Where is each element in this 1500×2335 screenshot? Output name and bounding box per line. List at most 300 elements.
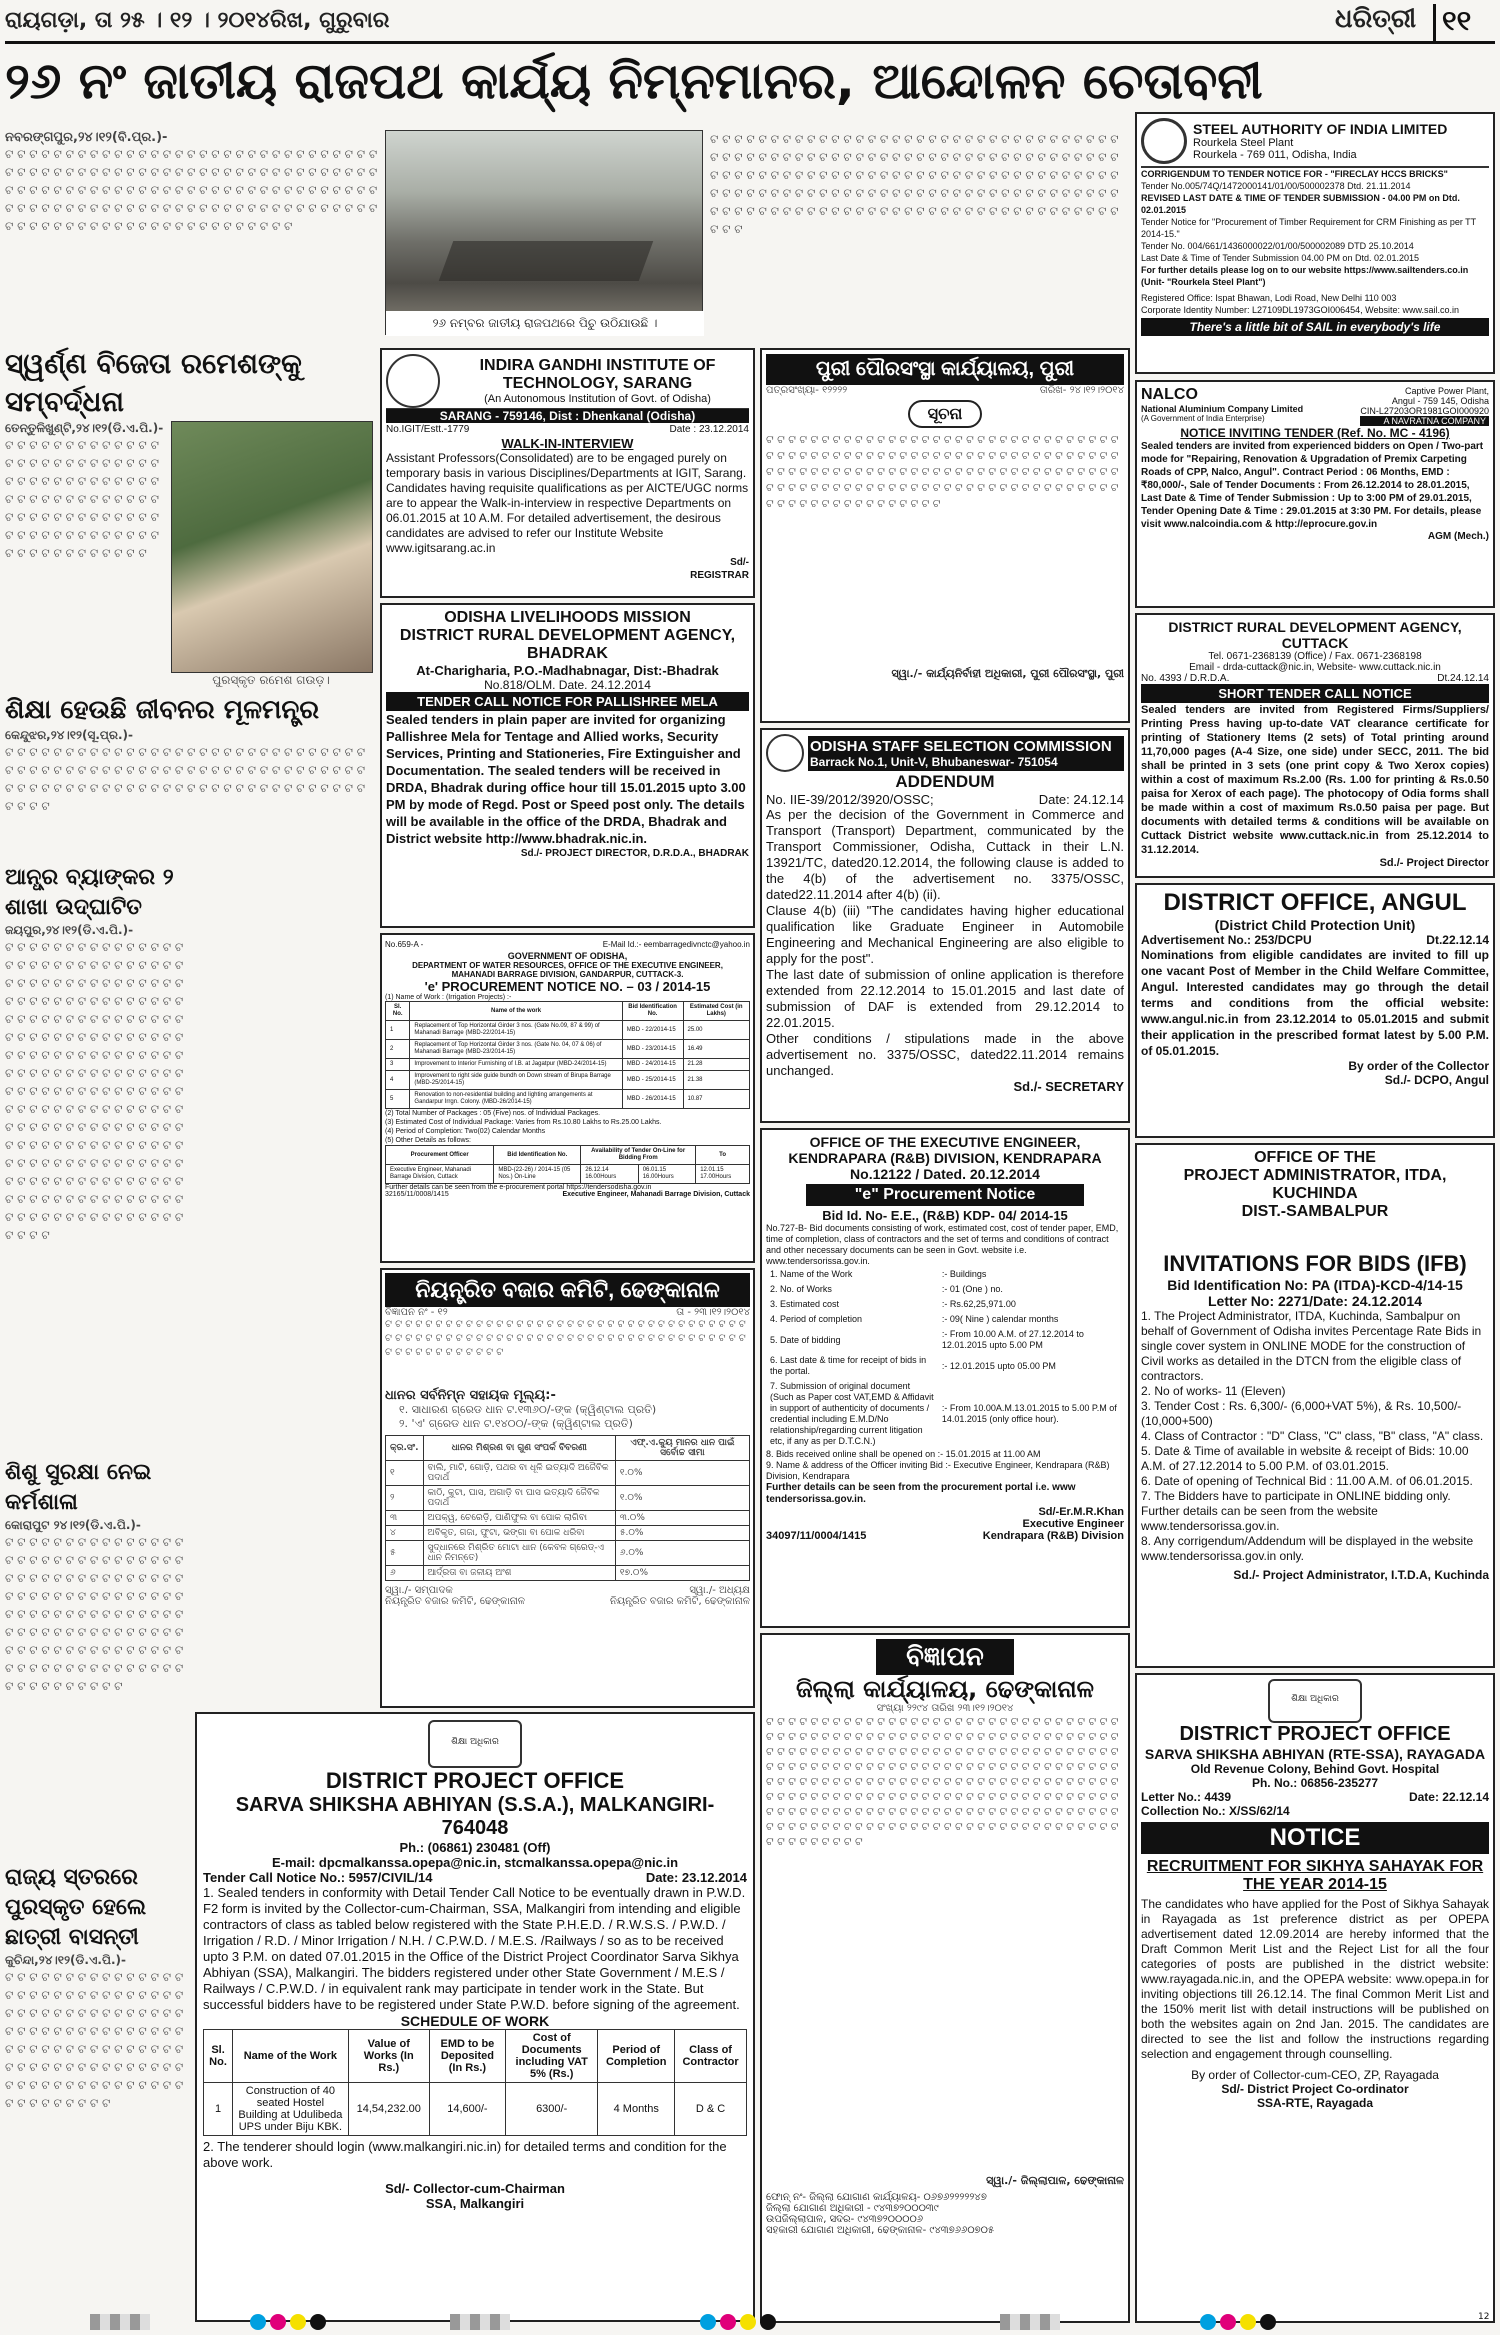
reg: Registered Office: Ispat Bhawan, Lodi Road, New Delhi 110 003 <box>1141 293 1397 303</box>
org-addr: Barrack No.1, Unit-V, Bhubaneswar- 751054 <box>810 754 1058 769</box>
ref-no: ବିଜ୍ଞାପନ ନଂ - ୧୨ <box>385 1307 448 1318</box>
cell: D & C <box>675 2083 747 2136</box>
nalco-ad <box>1135 380 1495 608</box>
further: Further details can be seen from the e-procurement portal https://tendersodisha.gov.in <box>385 1184 652 1191</box>
rayagada-ad <box>1135 1673 1495 2323</box>
code: 34097/11/0004/1415 <box>766 1530 867 1542</box>
cell: ସୁଦ୍ଧାନରେ ମିଶ୍ରିତ ମୋଟା ଧାନ (କେବଳ ଗ୍ରେଡ୍-ଏ ଧାନ ନିମନ୍ତେ) <box>423 1541 615 1566</box>
bigyapan-ad: ବିଜ୍ଞାପନ ଜିଲ୍ଲା କାର୍ଯ୍ୟାଳୟ, ଢେଙ୍କାନାଳ ସଂଖ୍ୟା ୨୨୯୪ ତାରିଖ ୨୩।୧୨।୨୦୧୪ ଟ ଟ ଟ ଟ ଟ ଟ ଟ ଟ ଟ ଟ ଟ ଟ ଟ ଟ ଟ ଟ ଟ ଟ ଟ ଟ ଟ ଟ ଟ ଟ ଟ ଟ ଟ ଟ ଟ ଟ ଟ ଟ ଟ ଟ ଟ ଟ ଟ ଟ ଟ ଟ ଟ ଟ ଟ ଟ ଟ ଟ ଟ ଟ ଟ ଟ ଟ ଟ ଟ ଟ ଟ ଟ ଟ ଟ ଟ ଟ ଟ ଟ ଟ ଟ ଟ ଟ ଟ ଟ ଟ ଟ ଟ ଟ ଟ ଟ ଟ ଟ ଟ ଟ ଟ ଟ ଟ ଟ ଟ ଟ ଟ ଟ ଟ ଟ ଟ ଟ ଟ ଟ ଟ ଟ ଟ ଟ ଟ ଟ ଟ ଟ ଟ ଟ ଟ ଟ ଟ ଟ ଟ ଟ ଟ ଟ ଟ ଟ ଟ ଟ ଟ ଟ ଟ ଟ ଟ ଟ ଟ ଟ ଟ ଟ ଟ ଟ ଟ ଟ ଟ ଟ ଟ ଟ ଟ ଟ ଟ ଟ ଟ ଟ ଟ ଟ ଟ ଟ ଟ ଟ ଟ ଟ ଟ ଟ ଟ ଟ ଟ ଟ ଟ ଟ ଟ ଟ ଟ ଟ ଟ ଟ ଟ ଟ ଟ ଟ ଟ ଟ ଟ ଟ ଟ ଟ ଟ ଟ ଟ ଟ ଟ ଟ ଟ ଟ ଟ ଟ ଟ ଟ ଟ ଟ ଟ ଟ ଟ ଟ ଟ ଟ ଟ ଟ ଟ ଟ ଟ ଟ ଟ ଟ ଟ ଟ ଟ ଟ ଟ ଟ ଟ ଟ ଟ ଟ ଟ ଟ ଟ ଟ ଟ ଟ ଟ ଟ ଟ ଟ ଟ ଟ ଟ ଟ ଟ ଟ ଟ ଟ ଟ ଟ ଟ ଟ ଟ ଟ ଟ ଟ ଟ ଟ ଟ ଟ ଟ ଟ ଟ ଟ ଟ ଟ ଟ ଟ ଟ ଟ ଟ ଟ ଟ ଟ ଟ ଟ ଟ ଟ ଟ ଟ ଟ ଟ ଟ ଟ ଟ ଟ ଟ ସ୍ୱା./- ଜିଲ୍ଲାପାଳ, ଢେଙ୍କାନାଳ ଫୋନ୍ ନଂ- ଜିଲ୍ଲା ଯୋଗାଣ କାର୍ଯ୍ୟାଳୟ- ୦୬୭୬୨୨୨୨୨୪୭ ଜିଲ୍ଲା ଯୋଗାଣ ଅଧିକାରୀ - ୯୪୩୭୨୦୦୦୩୯ ଉପଜିଲ୍ଲାପାଳ, ସଦର- ୯୪୩୭୨୦୦୦୦୬ ସହକାରୀ ଯୋଗାଣ ଅଧିକାରୀ, ଢେଙ୍କାନାଳ- ୯୪୩୭୬୬୦୭୦୫ <box>760 1633 1130 2323</box>
detail-row <box>766 1353 1124 1379</box>
ad-body: Assistant Professors(Consolidated) are to be engaged purely on temporary basis in various Disciplines/Departments at IGIT, Sarang. Candidates having requisite qualifications as per AICTE/UGC norms are to appear the Walk-in-interview in respective Departments on 06.01.2015 at 10 A.M. For detailed advertisement, the desirous candidates are advised to refer our Institute Website www.igitsarang.ac.in <box>386 451 749 555</box>
ref-no: No.727-B- <box>766 1223 808 1233</box>
ad-title: ADDENDUM <box>895 772 995 791</box>
ad-title: "e" Procurement Notice <box>806 1184 1084 1206</box>
main-story-col3: ଟ ଟ ଟ ଟ ଟ ଟ ଟ ଟ ଟ ଟ ଟ ଟ ଟ ଟ ଟ ଟ ଟ ଟ ଟ ଟ ଟ ଟ ଟ ଟ ଟ ଟ ଟ ଟ ଟ ଟ ଟ ଟ ଟ ଟ ଟ ଟ ଟ ଟ ଟ ଟ ଟ ଟ ଟ ଟ ଟ ଟ ଟ ଟ ଟ ଟ ଟ ଟ ଟ ଟ ଟ ଟ ଟ ଟ ଟ ଟ ଟ ଟ ଟ ଟ ଟ ଟ ଟ ଟ ଟ ଟ ଟ ଟ ଟ ଟ ଟ ଟ ଟ ଟ ଟ ଟ ଟ ଟ ଟ ଟ ଟ ଟ ଟ ଟ ଟ ଟ ଟ ଟ ଟ ଟ ଟ ଟ ଟ ଟ ଟ ଟ ଟ ଟ ଟ ଟ ଟ ଟ ଟ ଟ ଟ ଟ ଟ ଟ ଟ ଟ ଟ ଟ ଟ ଟ ଟ ଟ ଟ ଟ ଟ ଟ ଟ ଟ ଟ ଟ ଟ ଟ ଟ ଟ ଟ ଟ ଟ ଟ ଟ ଟ ଟ ଟ ଟ ଟ ଟ ଟ ଟ ଟ ଟ ଟ ଟ ଟ ଟ ଟ ଟ ଟ ଟ ଟ ଟ ଟ ଟ ଟ ଟ ଟ ଟ ଟ ଟ ଟ ଟ ଟ ଟ ଟ ଟ ଟ ଟ <box>710 132 1119 236</box>
code: 32165/11/0008/1415 <box>385 1191 449 1198</box>
sub: (1) Name of Work : (Irrigation Projects) :- <box>385 994 512 1001</box>
signatory: AGM (Mech.) <box>1427 531 1489 542</box>
ad-title: RECRUITMENT FOR SIKHYA SAHAYAK FOR THE YEAR 2014-15 <box>1146 1858 1484 1893</box>
col-h: EMD to be Deposited (In Rs.) <box>429 2030 505 2083</box>
rate-item: ୨. 'ଏ' ଗ୍ରେଡ ଧାନ ଟ.୧୪୦୦/-ଙ୍କ (କ୍ୱିଣ୍ଟାଲ ପ୍ରତି) <box>399 1417 633 1430</box>
rate-title: ଧାନର ସର୍ବନିମ୍ନ ସହାୟକ ମୂଲ୍ୟ:- <box>385 1388 556 1403</box>
line: Tender Notice for "Procurement of Timber Requirement for CRM Finishing as per TT 2014-15." <box>1141 217 1476 239</box>
signatory: Sd/- Collector-cum-Chairman <box>385 2181 565 2196</box>
org-addr: SARANG - 759146, Dist : Dhenkanal (Odisha) <box>386 409 749 423</box>
list-item: 8. Any corrigendum/Addendum will be displayed in the website www.tendersorissa.gov.in only. <box>1141 1534 1474 1563</box>
schedule-title: SCHEDULE OF WORK <box>400 2013 550 2029</box>
cell: ବାଲି, ମାଟି, ଗୋଡ଼ି, ପଥର ବା ଧୂଳି ଇତ୍ୟାଦି ଅଜୈବିକ ପଦାର୍ଥ <box>423 1461 615 1486</box>
puri-ad: ପୁରୀ ପୌରସଂସ୍ଥା କାର୍ଯ୍ୟାଳୟ, ପୁରୀ ପତ୍ରସଂଖ୍ୟା- ୧୨୨୨୨ ତାରିଖ- ୨୪।୧୨।୨୦୧୪ ସୂଚନା ଟ ଟ ଟ ଟ ଟ ଟ ଟ ଟ ଟ ଟ ଟ ଟ ଟ ଟ ଟ ଟ ଟ ଟ ଟ ଟ ଟ ଟ ଟ ଟ ଟ ଟ ଟ ଟ ଟ ଟ ଟ ଟ ଟ ଟ ଟ ଟ ଟ ଟ ଟ ଟ ଟ ଟ ଟ ଟ ଟ ଟ ଟ ଟ ଟ ଟ ଟ ଟ ଟ ଟ ଟ ଟ ଟ ଟ ଟ ଟ ଟ ଟ ଟ ଟ ଟ ଟ ଟ ଟ ଟ ଟ ଟ ଟ ଟ ଟ ଟ ଟ ଟ ଟ ଟ ଟ ଟ ଟ ଟ ଟ ଟ ଟ ଟ ଟ ଟ ଟ ଟ ଟ ଟ ଟ ଟ ଟ ଟ ଟ ଟ ଟ ଟ ଟ ଟ ଟ ଟ ଟ ଟ ଟ ଟ ଟ ଟ ଟ ଟ ଟ ଟ ଟ ଟ ଟ ଟ ଟ ଟ ଟ ଟ ଟ ଟ ଟ ଟ ଟ ଟ ଟ ଟ ଟ ଟ ଟ ଟ ଟ ଟ ଟ ଟ ଟ ଟ ଟ ଟ ଟ ସ୍ୱା./- କାର୍ଯ୍ୟନିର୍ବାହୀ ଅଧିକାରୀ, ପୁରୀ ପୌରସଂସ୍ଥା, ପୁରୀ <box>760 348 1130 723</box>
cell: ଅବିକୃତ, ଗଜା, ଫୁଟା, ଭଙ୍ଗା ବା ପୋକ ଧରିବା <box>423 1526 615 1541</box>
label: 2. No. of Works <box>770 1284 832 1294</box>
table-row <box>386 1071 750 1090</box>
col-h: Sl. No. <box>386 1002 410 1021</box>
detail-row <box>766 1379 1124 1449</box>
ad-title: 'e' PROCUREMENT NOTICE NO. – 03 / 2014-15 <box>424 979 711 994</box>
org-name: DISTRICT OFFICE, ANGUL <box>1163 889 1467 916</box>
list-item: 4. Class of Contractor : "D" Class, "C" class, "B" class, "A" class. <box>1141 1429 1484 1443</box>
signatory: Sd./- PROJECT DIRECTOR, D.R.D.A., BHADRAK <box>520 848 749 859</box>
cell: ୫ <box>386 1541 424 1566</box>
col-h: To <box>696 1146 750 1165</box>
table-row <box>204 2083 747 2136</box>
col-h: କ୍ର.ସଂ. <box>386 1436 424 1461</box>
table-row <box>386 1021 750 1040</box>
cell: 14,54,232.00 <box>348 2083 429 2136</box>
h2: PROJECT ADMINISTRATOR, ITDA, KUCHINDA <box>1183 1167 1447 1202</box>
ssa-logo: ଶିକ୍ଷା ଅଧିକାର <box>428 1720 522 1768</box>
h2: KENDRAPARA (R&B) DIVISION, KENDRAPARA <box>788 1150 1102 1166</box>
sd: Sd/-Er.M.R.Khan <box>1038 1506 1124 1518</box>
kendrapara-ad <box>760 1128 1130 1628</box>
signatory: ସ୍ୱା./- ଜିଲ୍ଲାପାଳ, ଢେଙ୍କାନାଳ <box>986 2174 1124 2187</box>
ssa-logo: ଶିକ୍ଷା ଅଧିକାର <box>1268 1679 1362 1723</box>
col-h: Cost of Documents including VAT 5% (Rs.) <box>506 2030 598 2083</box>
page-number: ୧୧ <box>1433 4 1493 42</box>
col-h: Availability of Tender On-Line for Bidding From <box>581 1146 696 1165</box>
ref-date: Dt.22.12.14 <box>1426 933 1489 947</box>
cell: ୪ <box>386 1526 424 1541</box>
value: :- From 10.00 A.M. of 27.12.2014 to 12.01.2015 upto 5.00 PM <box>941 1329 1084 1350</box>
bid-id: Bid Id. No- E.E., (R&B) KDP- 04/ 2014-15 <box>822 1208 1068 1223</box>
works-table <box>385 1001 750 1109</box>
table-row <box>386 1090 750 1109</box>
email: E-mail: dpcmalkanssa.opepa@nic.in, stcmalkanssa.opepa@nic.in <box>271 1855 679 1870</box>
story-dateline: ଜୟପୁର,୨୪।୧୨(ଡି.ଏ.ପି.)- <box>5 923 134 937</box>
signatory-2: Kendrapara (R&B) Division <box>982 1530 1124 1542</box>
adv-no: Advertisement No.: 253/DCPU <box>1141 933 1312 947</box>
signatory: Executive Engineer, Mahanadi Barrage Division, Cuttack <box>562 1191 750 1198</box>
sign-org-2: ନିୟନ୍ତ୍ରିତ ବଜାର କମିଟି, ଢେଙ୍କାନାଳ <box>610 1596 750 1607</box>
gray-bar <box>450 2314 510 2330</box>
story-headline: ସ୍ୱର୍ଣ୍ଣ ବିଜେତା ରମେଶଙ୍କୁ ସମ୍ବର୍ଦ୍ଧନା <box>5 347 302 418</box>
main-story-col1: ନବରଙ୍ଗପୁର,୨୪।୧୨(ବି.ପ୍ର.)- ଟ ଟ ଟ ଟ ଟ ଟ ଟ ଟ ଟ ଟ ଟ ଟ ଟ ଟ ଟ ଟ ଟ ଟ ଟ ଟ ଟ ଟ ଟ ଟ ଟ ଟ ଟ ଟ ଟ ଟ ଟ ଟ ଟ ଟ ଟ ଟ ଟ ଟ ଟ ଟ ଟ ଟ ଟ ଟ ଟ ଟ ଟ ଟ ଟ ଟ ଟ ଟ ଟ ଟ ଟ ଟ ଟ ଟ ଟ ଟ ଟ ଟ ଟ ଟ ଟ ଟ ଟ ଟ ଟ ଟ ଟ ଟ ଟ ଟ ଟ ଟ ଟ ଟ ଟ ଟ ଟ ଟ ଟ ଟ ଟ ଟ ଟ ଟ ଟ ଟ ଟ ଟ ଟ ଟ ଟ ଟ ଟ ଟ ଟ ଟ ଟ ଟ ଟ ଟ ଟ ଟ ଟ ଟ ଟ ଟ ଟ ଟ ଟ ଟ ଟ ଟ ଟ ଟ ଟ ଟ ଟ ଟ ଟ ଟ ଟ ଟ ଟ ଟ ଟ ଟ ଟ ଟ ଟ ଟ ଟ ଟ ଟ ଟ ଟ ଟ ଟ ଟ ଟ ଟ ଟ ଟ ଟ ଟ <box>5 130 380 335</box>
cell: Replacement of Top Horizontal Girder 3 nos. (Gate No. 04, 07 & 06) of Mahanadi Barrage (MBD-23/2014-15) <box>410 1040 622 1059</box>
story-dateline: କୁଚିନ୍ଦା,୨୪।୧୨(ଡି.ଏ.ପି.)- <box>5 1953 126 1967</box>
navratna: A NAVRATNA COMPANY <box>1360 416 1489 426</box>
cell: MBD-(22-26) / 2014-15 (05 Nos.) On-Line <box>494 1165 581 1184</box>
office-name: ଜିଲ୍ଲା କାର୍ଯ୍ୟାଳୟ, ଢେଙ୍କାନାଳ <box>796 1675 1094 1703</box>
table-row <box>386 1566 750 1581</box>
print-marks <box>0 2310 1500 2335</box>
story-dateline: ତେନ୍ତୁଳିଖୁଣ୍ଟି,୨୪।୧୨(ଡି.ଏ.ପି.)- <box>5 421 164 435</box>
sail-logo-icon <box>1141 118 1187 164</box>
story-dateline: କେନ୍ଦୁଝର,୨୪।୧୨(ସୂ.ପ୍ର.)- <box>5 728 133 742</box>
igit-ad <box>380 348 755 598</box>
label: 4. Period of completion <box>770 1314 863 1324</box>
value: :- 12.01.2015 upto 05.00 PM <box>941 1360 1056 1371</box>
dateline: ରାୟଗଡ଼ା, ତା ୨୫ । ୧୨ । ୨୦୧୪ରିଖ, ଗୁରୁବାର <box>5 8 390 33</box>
line: REVISED LAST DATE & TIME OF TENDER SUBMISSION - 04.00 PM on Dtd. 02.01.2015 <box>1141 193 1460 215</box>
cin: CIN-L27203OR1981GOI000920 <box>1360 406 1489 416</box>
org-name: INDIRA GANDHI INSTITUTE OF TECHNOLOGY, SARANG <box>479 357 716 392</box>
cell: ୧.୦% <box>615 1461 749 1486</box>
ref-no: No.818/OLM. Date. 24.12.2014 <box>484 678 651 692</box>
org-sub: (An Autonomous Institution of Govt. of Odisha) <box>484 393 711 405</box>
h3: No.12122 / Dated. 20.12.2014 <box>850 1166 1040 1182</box>
further: Further details can be seen from the procurement portal i.e. www tendersorissa.gov.in. <box>766 1482 1076 1505</box>
line: Tender No.005/74Q/1472000141/01/00/500002378 Dtd. 21.11.2014 <box>1141 181 1411 191</box>
label: 6. Last date & time for receipt of bids in the portal. <box>770 1355 927 1376</box>
table-row <box>386 1526 750 1541</box>
ad-body: Sealed tenders are invited from experienced bidders on Open / Two-part mode for "Repairing, Renovation & Upgradation of Premix Carpeting Roads of CPP, Nalco, Angul". Contract Period : 06 Months, EMD : ₹80,000/-, Sale of Tender Documents : From 26.12.2014 to 28.01.2015, Last Date & Time of Tender Submission : Up to 3:00 PM of 29.01.2015, Tender Opening Date & Time : 29.01.2015 at 3:30 PM. For details, please visit www.nalcoindia.com & http://eprocure.gov.in <box>1141 441 1484 530</box>
cell: Replacement of Top Horizontal Girder 3 nos. (Gate No.09, 87 & 99) of Mahanadi Barrage (MBD-22/2014-15) <box>410 1021 622 1040</box>
angul-ad <box>1135 883 1495 1138</box>
para: The last date of submission of online application is therefore extended from 22.12.2014 to 15.01.2015 and last date of submission of DAF is extended from 29.12.2014 to 22.01.2015. <box>766 967 1124 1030</box>
cell: କାଠି, କୁଟା, ଘାସ, ଅଗାଡ଼ି ବା ଘାସ ଇତ୍ୟାଦି ଜୈବିକ ପଦାର୍ଥ <box>423 1486 615 1511</box>
org-name: DISTRICT RURAL DEVELOPMENT AGENCY, CUTTACK <box>1168 619 1462 651</box>
ref-no: ସଂଖ୍ୟା ୨୨୯୪ ତାରିଖ ୨୩।୧୨।୨୦୧୪ <box>876 1703 1014 1714</box>
phone-line: ସହକାରୀ ଯୋଗାଣ ଅଧିକାରୀ, ଢେଙ୍କାନାଳ- ୯୪୩୭୬୬୦୭୦୫ <box>766 2225 995 2236</box>
cell: ୩ <box>386 1511 424 1526</box>
sd: Sd/- <box>730 557 749 568</box>
addr: Old Revenue Colony, Behind Govt. Hospital <box>1190 1762 1440 1776</box>
plant: Captive Power Plant, <box>1404 386 1489 396</box>
label: 3. Estimated cost <box>770 1299 840 1309</box>
col-h: Name of the Work <box>233 2030 349 2083</box>
para: Other conditions / stipulations made in the above advertisement no. 3375/OSSC, dated22.11.2014 remains unchanged. <box>766 1031 1124 1078</box>
list-item: 7. The Bidders have to participate in ONLINE bidding only. Further details can be seen from the website www.tendersorissa.gov.in. <box>1141 1489 1451 1533</box>
addr: Rourkela - 769 011, Odisha, India <box>1193 149 1357 161</box>
rate-item: ୧. ସାଧାରଣ ଗ୍ରେଡ ଧାନ ଟ.୧୩୬୦/-ଙ୍କ (କ୍ୱିଣ୍ଟାଲ ପ୍ରତି) <box>399 1403 657 1416</box>
main-headline: ୨୬ ନଂ ଜାତୀୟ ରାଜପଥ କାର୍ଯ୍ୟ ନିମ୍ନମାନର, ଆନ୍ଦୋଳନ ଚେତାବନୀ <box>5 52 1263 110</box>
details-table <box>766 1267 1124 1449</box>
cell: ୧.୦% <box>615 1486 749 1511</box>
unit: Rourkela Steel Plant <box>1193 137 1294 149</box>
ad-title: ନିୟନ୍ତ୍ରିତ ବଜାର କମିଟି, ଢେଙ୍କାନାଳ <box>385 1273 750 1307</box>
org-sub: (District Child Protection Unit) <box>1214 917 1416 933</box>
cell: MBD - 26/2014-15 <box>622 1090 683 1109</box>
label: 7. Submission of original document (Such as Paper cost VAT,EMD & Affidavit in support of authenticity of documents / credential including E.M.D/No relationship/regarding current litigation etc, if any as per D.T.C.N.) <box>770 1381 934 1446</box>
detail-row <box>766 1312 1124 1327</box>
ad-body: Nominations from eligible candidates are invited to fill up one vacant Post of Member in the Child Welfare Committee, Angul. Interested candidates may go through the detail terms and conditions from the official website: www.angul.nic.in from 23.12.2014 to 05.01.2015 and submit their application in the prescribed format latest by 5.00 P.M. of 05.01.2015. <box>1141 948 1489 1058</box>
org-name-3: BHADRAK <box>527 645 608 662</box>
note: (2) Total Number of Packages : 05 (Five) nos. of Individual Packages. <box>385 1110 601 1117</box>
cin: Corporate Identity Number: L27109DL1973GOI006454, Website: www.sail.co.in <box>1141 305 1460 315</box>
ref-date: ତା - ୨୩।୧୨।୨୦୧୪ <box>676 1307 750 1318</box>
line: For further details please log on to our website https://www.sailtenders.co.in (Unit- "Rourkela Steel Plant") <box>1141 265 1469 287</box>
para: As per the decision of the Government in Commerce and Transport (Transport) Department, communicated by the Transport Commissioner, Odisha, Cuttack in their L.N. 13921/TC, dated20.12.2014, the following clause is added to the 4(b) of the advertisement no. 3375/OSSC, dated22.11.2014 after 4(b) (ii). <box>766 807 1124 902</box>
road-photo <box>385 130 703 335</box>
item-9: 9. Name & address of the Officer inviting Bid :- Executive Engineer, Kendrapara (R&B) Division, Kendrapara <box>766 1460 1110 1481</box>
list-item: 2. No of works- 11 (Eleven) <box>1141 1384 1286 1398</box>
notice-band: NOTICE <box>1141 1822 1489 1854</box>
itda-ad <box>1135 1143 1495 1668</box>
ref-date: Date: 23.12.2014 <box>645 1870 747 1885</box>
line: CORRIGENDUM TO TENDER NOTICE FOR - "FIRECLAY HCCS BRICKS" <box>1141 169 1448 179</box>
phone: Ph.: (06861) 230481 (Off) <box>399 1840 551 1855</box>
para: Clause 4(b) (iii) "The candidates having higher educational qualification like Graduate Engineer in Automobile Engineering and Mechanical Engineering are also eligible to apply for the post". <box>766 903 1124 966</box>
cmyk-dots <box>700 2314 780 2334</box>
table-row <box>386 1511 750 1526</box>
org-name: STEEL AUTHORITY OF INDIA LIMITED <box>1193 121 1448 137</box>
cell: ୨ <box>386 1486 424 1511</box>
schedule-table <box>203 2029 747 2136</box>
cell: ୬.୦% <box>615 1541 749 1566</box>
cell: 26.12.14 16.00Hours <box>581 1165 639 1184</box>
cell: MBD - 25/2014-15 <box>622 1071 683 1090</box>
org-sub: SARVA SHIKSHA ABHIYAN (RTE-SSA), RAYAGADA <box>1144 1746 1486 1762</box>
phone-line: ଜିଲ୍ଲା ଯୋଗାଣ ଅଧିକାରୀ - ୯୪୩୭୨୦୦୦୩୯ <box>766 2203 939 2214</box>
ad-title: SHORT TENDER CALL NOTICE <box>1141 684 1489 703</box>
ref-no: No. IIE-39/2012/3920/OSSC; <box>766 792 934 807</box>
org-name-2: DISTRICT RURAL DEVELOPMENT AGENCY, <box>399 627 736 644</box>
table-row <box>386 1059 750 1071</box>
cell: 4 Months <box>598 2083 675 2136</box>
addr: Angul - 759 145, Odisha <box>1391 396 1489 406</box>
cell: ଅପକ୍ୱ, ଚେରେଡ଼ି, ପାଣିଫୁଲ ବା ପୋକ ଲାଗିବା <box>423 1511 615 1526</box>
order: By order of the Collector <box>1348 1059 1489 1073</box>
col-h: Estimated Cost (in Lakhs) <box>683 1002 750 1021</box>
col-h: Sl. No. <box>204 2030 233 2083</box>
list-item: 5. Date & Time of available in website & receipt of Bids: 10.00 A.M. of 27.12.2014 to 5.00 P.M. of 03.01.2015. <box>1141 1444 1469 1473</box>
ref-no: ପତ୍ରସଂଖ୍ୟା- ୧୨୨୨୨ <box>766 385 848 396</box>
footer-page: 12 <box>1478 2312 1490 2322</box>
cmyk-dots <box>250 2314 330 2334</box>
org-sub: SARVA SHIKSHA ABHIYAN (S.S.A.), MALKANGIRI-764048 <box>235 1794 715 1839</box>
notice-pill: ସୂଚନା <box>908 400 983 428</box>
org-name: ODISHA STAFF SELECTION COMMISSION <box>810 737 1112 755</box>
ad-title: TENDER CALL NOTICE FOR PALLISHREE MELA <box>386 692 749 711</box>
col-h: Class of Contractor <box>675 2030 747 2083</box>
cell: 12.01.15 17.00Hours <box>696 1165 750 1184</box>
masthead <box>5 4 1495 44</box>
tel: Tel. 0671-2368139 (Office) / Fax. 0671-2368198 <box>1208 651 1422 662</box>
list-item: 3. Tender Cost : Rs. 6,300/- (6,000+VAT 5%), & Rs. 10,500/- (10,000+500) <box>1141 1399 1462 1428</box>
cmyk-dots <box>1200 2314 1280 2334</box>
intro: Bid documents consisting of work, estimated cost, cost of tender paper, EMD, time of completion, class of contractors and the set of terms and conditions of contract and other necessary documents can be seen in Govt. website i.e. www.tendersorissa.gov.in. <box>766 1223 1119 1266</box>
story-headline: ଶିଶୁ ସୁରକ୍ଷା ନେଇ କର୍ମଶାଳା <box>5 1460 152 1515</box>
ref-date: Dt.24.12.14 <box>1437 673 1489 684</box>
col-h: ଏଫ୍.ଏ.କ୍ୟୁ ମାନର ଧାନ ପାଇଁ ସର୍ବୋଚ୍ଚ ସୀମା <box>615 1436 749 1461</box>
col-h: Bid Identification No. <box>494 1146 581 1165</box>
ref-no: No. 4393 / D.R.D.A. <box>1141 673 1230 684</box>
ref-no: No.659-A - <box>385 940 424 949</box>
table-row <box>386 1461 750 1486</box>
ref-no: No.IGIT/Estt.-1779 <box>386 424 470 435</box>
cell: 1 <box>204 2083 233 2136</box>
sign-secretary: ସ୍ୱା./- ସମ୍ପାଦକ <box>385 1585 453 1596</box>
signatory: Sd./- Project Director <box>1379 857 1489 869</box>
cell: MBD - 22/2014-15 <box>622 1021 683 1040</box>
cell: 4 <box>386 1071 410 1090</box>
cell: 6300/- <box>506 2083 598 2136</box>
drda-cuttack-ad <box>1135 613 1495 878</box>
story-headline: ରାଜ୍ୟ ସ୍ତରରେ ପୁରସ୍କୃତ ହେଲେ ଛାତ୍ରୀ ବାସନ୍ତୀ <box>5 1865 147 1950</box>
cell: 21.28 <box>683 1059 750 1071</box>
ad-body: The candidates who have applied for the Post of Sikhya Sahayak in Rayagada as 1st preference district as per OPEPA advertisement dated 12.09.2014 are hereby informed that the Draft Common Merit List and the Reject List for all the four categories of posts are published in the district website: www.rayagada.nic.in, and the OPEPA website: www.opepa.in for inviting objections till 26.12.14. The final Common Merit List and the 150% merit list with detail instructions will be published on both the websites again on 2nd Jan. 2015. The candidates are directed to see the list and follow the instructions regarding selection and engagement through counselling. <box>1141 1897 1489 2061</box>
ref-date: ତାରିଖ- ୨୪।୧୨।୨୦୧୪ <box>1039 385 1124 396</box>
cell: ଆର୍ଦ୍ରତା ବା ଜଳୀୟ ଅଂଶ <box>423 1566 615 1581</box>
photo-caption: ୨୬ ନମ୍ବର ଜାତୀୟ ରାଜପଥରେ ପିଚୁ ଉଠିଯାଉଛି । <box>386 311 704 336</box>
nalco-logo: NALCO <box>1141 386 1198 403</box>
note: (4) Period of Completion: Two(02) Calendar Months <box>385 1128 546 1135</box>
cell: 14,600/- <box>429 2083 505 2136</box>
detail-row <box>766 1297 1124 1312</box>
gray-bar <box>90 2314 150 2330</box>
igit-logo-icon <box>386 354 440 408</box>
value: :- 09( Nine ) calendar months <box>941 1314 1059 1324</box>
ad-body: 1. Sealed tenders in conformity with Detail Tender Call Notice to be eventually drawn in P.W.D. F2 form is invited by the Collector-cum-Chairman, SSA, Malkangiri from intending and eligible contractors of class as tabled below registered with the State P.H.E.D. / R.W.S.S. / P.W.D. / Irrigation / R.D. / Minor Irrigation / N.H. / C.P.W.D. / M.E.S. /Railways / so as to be received upto 3 P.M. on dated 07.01.2015 in the Office of the District Project Coordinator Sarva Sikhya Abhiyan (SSA), Malkangiri. The bidders registered under other State Government / M.E.S / Railways / C.P.W.D. / in equivalent rank may participate in tender work in the State. But successful bidders have to be registered under State P.W.D. before signing of the agreement. <box>203 1885 746 2012</box>
org-name: ODISHA LIVELIHOODS MISSION <box>444 609 691 626</box>
tagline: There's a little bit of SAIL in everybody's life <box>1141 318 1489 336</box>
detail-row <box>766 1327 1124 1353</box>
label: 5. Date of bidding <box>770 1334 841 1345</box>
ad-title: INVITATIONS FOR BIDS (IFB) <box>1163 1251 1467 1276</box>
line: Tender No. 004/661/1436000022/01/00/500002089 DTD 25.10.2014 <box>1141 241 1414 251</box>
phone: Ph. No.: 06856-235277 <box>1251 1776 1379 1790</box>
sail-ad <box>1135 112 1495 374</box>
cell: 06.01.15 16.00Hours <box>638 1165 696 1184</box>
sign-chairman: ସ୍ୱା./- ଅଧ୍ୟକ୍ଷ <box>689 1585 750 1596</box>
cell: 10.87 <box>683 1090 750 1109</box>
detail-row <box>766 1267 1124 1282</box>
bid-id: Bid Identification No: PA (ITDA)-KCD-4/14-15 <box>1167 1277 1463 1293</box>
ad-title: WALK-IN-INTERVIEW <box>501 436 634 451</box>
malkangiri-ad <box>195 1712 755 2322</box>
signatory: Executive Engineer <box>1022 1518 1124 1530</box>
ossc-ad <box>760 728 1130 1123</box>
ref-date: Date: 24.12.14 <box>1038 792 1124 807</box>
regmarket-ad: ନିୟନ୍ତ୍ରିତ ବଜାର କମିଟି, ଢେଙ୍କାନାଳ ବିଜ୍ଞାପନ ନଂ - ୧୨ ତା - ୨୩।୧୨।୨୦୧୪ ଟ ଟ ଟ ଟ ଟ ଟ ଟ ଟ ଟ ଟ ଟ ଟ ଟ ଟ ଟ ଟ ଟ ଟ ଟ ଟ ଟ ଟ ଟ ଟ ଟ ଟ ଟ ଟ ଟ ଟ ଟ ଟ ଟ ଟ ଟ ଟ ଟ ଟ ଟ ଟ ଟ ଟ ଟ ଟ ଟ ଟ ଟ ଟ ଟ ଟ ଟ ଟ ଟ ଟ ଟ ଟ ଟ ଟ ଟ ଟ ଟ ଟ ଟ ଟ ଟ ଟ ଟ ଟ ଟ ଟ ଟ ଟ ଟ ଟ ଟ ଟ ଟ ଟ ଟ ଟ ଟ ଟ ଟ ଟ ଧାନର ସର୍ବନିମ୍ନ ସହାୟକ ମୂଲ୍ୟ:- ୧. ସାଧାରଣ ଗ୍ରେଡ ଧାନ ଟ.୧୩୬୦/-ଙ୍କ (କ୍ୱିଣ୍ଟାଲ ପ୍ରତି) ୨. 'ଏ' ଗ୍ରେଡ ଧାନ ଟ.୧୪୦୦/-ଙ୍କ (କ୍ୱିଣ୍ଟାଲ ପ୍ରତି) କ୍ର.ସଂ. ଧାନର ମିଶ୍ରଣ ବା ଗୁଣ ସଂପର୍କ ବିବରଣୀ ଏଫ୍.ଏ.କ୍ୟୁ ମାନର ଧାନ ପାଇଁ ସର୍ବୋଚ୍ଚ ସୀମା ୧ ବାଲି, ମାଟି, ଗୋଡ଼ି, ପଥର ବା ଧୂଳି ଇତ୍ୟାଦି ଅଜୈବିକ ପଦାର୍ଥ ୧.୦% ୨ କାଠି, କୁଟା, ଘାସ, ଅଗାଡ଼ି ବା ଘାସ ଇତ୍ୟାଦି ଜୈବିକ ପଦାର୍ଥ ୧.୦% ୩ ଅପକ୍ୱ, ଚେରେଡ଼ି, ପାଣିଫୁଲ ବା ପୋକ ଲାଗିବା ୩.୦% ୪ ଅବିକୃତ, ଗଜା, ଫୁଟା, ଭଙ୍ଗା ବା ପୋକ ଧରିବା ୫.୦% ୫ ସୁଦ୍ଧାନରେ ମିଶ୍ରିତ ମୋଟା ଧାନ (କେବଳ ଗ୍ରେଡ୍-ଏ ଧାନ ନିମନ୍ତେ) ୬.୦% ୬ ଆର୍ଦ୍ରତା ବା ଜଳୀୟ ଅଂଶ ୧୭.୦% ସ୍ୱା./- ସମ୍ପାଦକ ସ୍ୱା./- ଅଧ୍ୟକ୍ଷ ନିୟନ୍ତ୍ରିତ ବଜାର କମିଟି, ଢେଙ୍କାନାଳ ନିୟନ୍ତ୍ରିତ ବଜାର କମିଟି, ଢେଙ୍କାନାଳ <box>380 1268 755 1708</box>
email: Email - drda-cuttack@nic.in, Website- www.cuttack.nic.in <box>1189 662 1441 673</box>
signatory: Sd./- Project Administrator, I.T.D.A, Kuchinda <box>1233 1568 1489 1582</box>
story-dateline: ନବରଙ୍ଗପୁର,୨୪।୧୨(ବି.ପ୍ର.)- <box>5 130 168 145</box>
org-name: National Aluminium Company Limited <box>1141 404 1304 414</box>
h1: OFFICE OF THE <box>1254 1149 1376 1166</box>
ad-title: NOTICE INVITING TENDER (Ref. No. MC - 4196) <box>1180 426 1450 440</box>
org-sub: (A Government of India Enterprise) <box>1141 414 1265 423</box>
note: (5) Other Details as follows: <box>385 1137 471 1144</box>
table-row <box>386 1486 750 1511</box>
olm-ad <box>380 603 755 928</box>
col-h: Procurement Officer <box>386 1146 494 1165</box>
value: :- From 10.00A.M.13.01.2015 to 5.00 P.M of 14.01.2015 (only office hour). <box>941 1403 1117 1424</box>
left-column: ସ୍ୱର୍ଣ୍ଣ ବିଜେତା ରମେଶଙ୍କୁ ସମ୍ବର୍ଦ୍ଧନା ତେନ୍ତୁଳିଖୁଣ୍ଟି,୨୪।୧୨(ଡି.ଏ.ପି.)- ଟ ଟ ଟ ଟ ଟ ଟ ଟ ଟ ଟ ଟ ଟ ଟ ଟ ଟ ଟ ଟ ଟ ଟ ଟ ଟ ଟ ଟ ଟ ଟ ଟ ଟ ଟ ଟ ଟ ଟ ଟ ଟ ଟ ଟ ଟ ଟ ଟ ଟ ଟ ଟ ଟ ଟ ଟ ଟ ଟ ଟ ଟ ଟ ଟ ଟ ଟ ଟ ଟ ଟ ଟ ଟ ଟ ଟ ଟ ଟ ଟ ଟ ଟ ଟ ଟ ଟ ଟ ଟ ଟ ଟ ଟ ଟ ଟ ଟ ଟ ଟ ଟ ଟ ଟ ଟ ଟ ଟ ଟ ଟ ଟ ଟ ଟ ଟ ଟ ଟ ପୁରସ୍କୃତ ରମେଶ ଗଉଡ଼। ଶିକ୍ଷା ହେଉଛି ଜୀବନର ମୂଳମନ୍ତ୍ର କେନ୍ଦୁଝର,୨୪।୧୨(ସୂ.ପ୍ର.)- ଟ ଟ ଟ ଟ ଟ ଟ ଟ ଟ ଟ ଟ ଟ ଟ ଟ ଟ ଟ ଟ ଟ ଟ ଟ ଟ ଟ ଟ ଟ ଟ ଟ ଟ ଟ ଟ ଟ ଟ ଟ ଟ ଟ ଟ ଟ ଟ ଟ ଟ ଟ ଟ ଟ ଟ ଟ ଟ ଟ ଟ ଟ ଟ ଟ ଟ ଟ ଟ ଟ ଟ ଟ ଟ ଟ ଟ ଟ ଟ ଟ ଟ ଟ ଟ ଟ ଟ ଟ ଟ ଟ ଟ ଟ ଟ ଟ ଟ ଟ ଟ ଟ ଟ ଟ ଟ ଟ ଟ ଟ ଟ ଟ ଟ ଟ ଟ ଟ ଟ ଟ ଟ ଟ ଟ ଆନ୍ଧ୍ର ବ୍ୟାଙ୍କର ୨ ଶାଖା ଉଦ୍‌ଘାଟିତ ଜୟପୁର,୨୪।୧୨(ଡି.ଏ.ପି.)- ଟ ଟ ଟ ଟ ଟ ଟ ଟ ଟ ଟ ଟ ଟ ଟ ଟ ଟ ଟ ଟ ଟ ଟ ଟ ଟ ଟ ଟ ଟ ଟ ଟ ଟ ଟ ଟ ଟ ଟ ଟ ଟ ଟ ଟ ଟ ଟ ଟ ଟ ଟ ଟ ଟ ଟ ଟ ଟ ଟ ଟ ଟ ଟ ଟ ଟ ଟ ଟ ଟ ଟ ଟ ଟ ଟ ଟ ଟ ଟ ଟ ଟ ଟ ଟ ଟ ଟ ଟ ଟ ଟ ଟ ଟ ଟ ଟ ଟ ଟ ଟ ଟ ଟ ଟ ଟ ଟ ଟ ଟ ଟ ଟ ଟ ଟ ଟ ଟ ଟ ଟ ଟ ଟ ଟ ଟ ଟ ଟ ଟ ଟ ଟ ଟ ଟ ଟ ଟ ଟ ଟ ଟ ଟ ଟ ଟ ଟ ଟ ଟ ଟ ଟ ଟ ଟ ଟ ଟ ଟ ଟ ଟ ଟ ଟ ଟ ଟ ଟ ଟ ଟ ଟ ଟ ଟ ଟ ଟ ଟ ଟ ଟ ଟ ଟ ଟ ଟ ଟ ଟ ଟ ଟ ଟ ଟ ଟ ଟ ଟ ଟ ଟ ଟ ଟ ଟ ଟ ଟ ଟ ଟ ଟ ଟ ଟ ଟ ଟ ଟ ଟ ଟ ଟ ଟ ଟ ଟ ଟ ଟ ଟ ଟ ଟ ଟ ଟ ଟ ଟ ଟ ଟ ଟ ଟ ଟ ଟ ଟ ଟ ଟ ଟ ଟ ଟ ଟ ଟ ଟ ଟ ଟ ଟ ଟ ଟ ଟ ଟ ଟ ଟ ଟ ଟ ଟ ଟ ଟ ଟ ଟ ଟ ଟ ଟ ଟ ଟ ଟ ଟ ଟ ଟ ଟ ଟ ଟ ଟ ଟ ଟ ଟ ଟ ଟ ଟ ଟ ଟ ଟ ଟ ଟ ଟ ଟ ଟ ଟ ଟ ଟ ଟ ଟ ଟ ଶିଶୁ ସୁରକ୍ଷା ନେଇ କର୍ମଶାଳା କୋରାପୁଟ ୨୪।୧୨(ଡି.ଏ.ପି.)- ଟ ଟ ଟ ଟ ଟ ଟ ଟ ଟ ଟ ଟ ଟ ଟ ଟ ଟ ଟ ଟ ଟ ଟ ଟ ଟ ଟ ଟ ଟ ଟ ଟ ଟ ଟ ଟ ଟ ଟ ଟ ଟ ଟ ଟ ଟ ଟ ଟ ଟ ଟ ଟ ଟ ଟ ଟ ଟ ଟ ଟ ଟ ଟ ଟ ଟ ଟ ଟ ଟ ଟ ଟ ଟ ଟ ଟ ଟ ଟ ଟ ଟ ଟ ଟ ଟ ଟ ଟ ଟ ଟ ଟ ଟ ଟ ଟ ଟ ଟ ଟ ଟ ଟ ଟ ଟ ଟ ଟ ଟ ଟ ଟ ଟ ଟ ଟ ଟ ଟ ଟ ଟ ଟ ଟ ଟ ଟ ଟ ଟ ଟ ଟ ଟ ଟ ଟ ଟ ଟ ଟ ଟ ଟ ଟ ଟ ଟ ଟ ଟ ଟ ଟ ଟ ଟ ଟ ଟ ଟ ଟ ଟ ଟ ଟ ଟ ଟ ଟ ଟ ଟ ଟ ରାଜ୍ୟ ସ୍ତରରେ ପୁରସ୍କୃତ ହେଲେ ଛାତ୍ରୀ ବାସନ୍ତୀ କୁଚିନ୍ଦା,୨୪।୧୨(ଡି.ଏ.ପି.)- ଟ ଟ ଟ ଟ ଟ ଟ ଟ ଟ ଟ ଟ ଟ ଟ ଟ ଟ ଟ ଟ ଟ ଟ ଟ ଟ ଟ ଟ ଟ ଟ ଟ ଟ ଟ ଟ ଟ ଟ ଟ ଟ ଟ ଟ ଟ ଟ ଟ ଟ ଟ ଟ ଟ ଟ ଟ ଟ ଟ ଟ ଟ ଟ ଟ ଟ ଟ ଟ ଟ ଟ ଟ ଟ ଟ ଟ ଟ ଟ ଟ ଟ ଟ ଟ ଟ ଟ ଟ ଟ ଟ ଟ ଟ ଟ ଟ ଟ ଟ ଟ ଟ ଟ ଟ ଟ ଟ ଟ ଟ ଟ ଟ ଟ ଟ ଟ ଟ ଟ ଟ ଟ ଟ ଟ ଟ ଟ ଟ ଟ ଟ ଟ ଟ ଟ ଟ ଟ ଟ ଟ ଟ ଟ ଟ ଟ ଟ ଟ ଟ ଟ <box>5 345 375 2320</box>
cell: 1 <box>386 1021 410 1040</box>
letter: Letter No: 2271/Date: 24.12.2014 <box>1208 1293 1422 1309</box>
cell: 21.38 <box>683 1071 750 1090</box>
signatory: Sd./- DCPO, Angul <box>1384 1073 1489 1087</box>
story-headline: ଆନ୍ଧ୍ର ବ୍ୟାଙ୍କର ୨ ଶାଖା ଉଦ୍‌ଘାଟିତ <box>5 865 174 920</box>
ad-body: Sealed tenders are invited from Registered Firms/Suppliers/ Printing Press having up-to-date VAT clearance certificate for printing of Stationery Items (2 sets) of Total printing around 11,70,000 pages (A-4 Size, one side) under SECC, 2011. The bid shall be printed in 3 sets (one print copy & Two Xerox copies) within a cost of maximum Rs.2.00 (Rs. 1.00 for printing & Rs.0.50 paisa for Xerox of each page). The photocopy of Odia forms shall be made within a cost of maximum Rs.0.50 paisa per page. But documents with detailed terms & conditions will be available on Cuttack District website www.cuttack.nic.in from 25.12.2014 to 31.12.2014. <box>1141 704 1489 856</box>
cell: Renovation to non-residential building and lighting arrangements at Gandarpur Irrgn. Colony. (MBD-26/2014-15) <box>410 1090 622 1109</box>
table-row <box>386 1040 750 1059</box>
cell: ୬ <box>386 1566 424 1581</box>
photo-caption: ପୁରସ୍କୃତ ରମେଶ ଗଉଡ଼। <box>212 673 330 687</box>
email: E-Mail Id.:- eembarragedivnctc@yahoo.in <box>602 940 750 949</box>
signatory: Sd./- SECRETARY <box>1013 1079 1124 1094</box>
cell: 2 <box>386 1040 410 1059</box>
cell: MBD - 23/2014-15 <box>622 1040 683 1059</box>
cell: 25.00 <box>683 1021 750 1040</box>
h1: OFFICE OF THE EXECUTIVE ENGINEER, <box>809 1134 1081 1150</box>
cell: ୩.୦% <box>615 1511 749 1526</box>
phone-line: ଉପଜିଲ୍ଲାପାଳ, ସଦର- ୯୪୩୭୨୦୦୦୦୬ <box>766 2214 923 2225</box>
cell: Executive Engineer, Mahanadi Barrage Division, Cuttack <box>386 1165 494 1184</box>
cell: 3 <box>386 1059 410 1071</box>
ad-title: ପୁରୀ ପୌରସଂସ୍ଥା କାର୍ଯ୍ୟାଳୟ, ପୁରୀ <box>766 354 1124 385</box>
ad-title: ବିଜ୍ଞାପନ <box>876 1639 1014 1675</box>
letter: Letter No.: 4439 <box>1141 1790 1232 1804</box>
story-dateline: କୋରାପୁଟ ୨୪।୧୨(ଡି.ଏ.ପି.)- <box>5 1518 141 1532</box>
item-8: 8. Bids received online shall be opened on :- 15.01.2015 at 11.00 AM <box>766 1449 1041 1459</box>
cell: Improvement to right side guide bundh on Down stream of Birupa Barrage (MBD-25/2014-15) <box>410 1071 622 1090</box>
value: :- Buildings <box>941 1269 987 1279</box>
h1: GOVERNMENT OF ODISHA, <box>507 951 628 961</box>
ad-body: Sealed tenders in plain paper are invited for organizing Pallishree Mela for Tentage and Allied works, Security Services, Printing and Stationeries, Fire Extinguisher and Documentation. The sealed tenders will be received in DRDA, Bhadrak during office hour till 15.01.2015 upto 3.00 PM by mode of Regd. Post or Speed post only. The details will be available in the office of the DRDA, Bhadrak and District website http://www.bhadrak.nic.in. <box>386 712 746 846</box>
ref-no: Tender Call Notice No.: 5957/CIVIL/14 <box>203 1870 433 1885</box>
list-item: 6. Date of opening of Technical Bid : 11.00 A.M. of 06.01.2015. <box>1141 1474 1473 1488</box>
signatory-2: SSA, Malkangiri <box>425 2196 525 2211</box>
signatory: Sd/- District Project Co-ordinator <box>1221 2082 1409 2096</box>
value: :- Rs.62,25,971.00 <box>941 1299 1016 1309</box>
paddy-table <box>385 1435 750 1581</box>
col-h: Name of the work <box>410 1002 622 1021</box>
line: Last Date & Time of Tender Submission 04.00 PM on Dtd. 02.01.2015 <box>1141 253 1419 263</box>
h3: MAHANADI BARRAGE DIVISION, GANDARPUR, CUTTACK-3. <box>451 970 684 979</box>
cell: ୧ <box>386 1461 424 1486</box>
note: (3) Estimated Cost of Individual Package: Varies from Rs.10.80 Lakhs to Rs.25.00 Lakhs. <box>385 1119 662 1126</box>
dowr-ad <box>380 933 755 1263</box>
cell: Improvement to Interior Furnishing of I.B. at Jagatpur (MBD-24/2014-15) <box>410 1059 622 1071</box>
signatory: REGISTRAR <box>690 570 749 581</box>
paper-logo: ଧରିତ୍ରୀ <box>1335 4 1417 34</box>
signatory-2: SSA-RTE, Rayagada <box>1256 2096 1374 2110</box>
cell: MBD - 24/2014-15 <box>622 1059 683 1071</box>
cell: ୫.୦% <box>615 1526 749 1541</box>
phone-line: ଫୋନ୍ ନଂ- ଜିଲ୍ଲା ଯୋଗାଣ କାର୍ଯ୍ୟାଳୟ- ୦୬୭୬୨୨୨୨୨୪୭ <box>766 2192 987 2203</box>
h3: DIST.-SAMBALPUR <box>1241 1203 1389 1220</box>
note: 2. The tenderer should login (www.malkangiri.nic.in) for detailed terms and condition for the above work. <box>203 2139 727 2170</box>
label: 1. Name of the Work <box>770 1269 853 1279</box>
value: :- 01 (One ) no. <box>941 1284 1003 1294</box>
ossc-logo-icon <box>766 734 804 772</box>
col-h: Value of Works (In Rs.) <box>348 2030 429 2083</box>
schedule-table <box>385 1145 750 1184</box>
cell: Construction of 40 seated Hostel Building at Udulibeda UPS under Biju KBK. <box>233 2083 349 2136</box>
h2: DEPARTMENT OF WATER RESOURCES, OFFICE OF THE EXECUTIVE ENGINEER, <box>412 961 723 970</box>
org-name: DISTRICT PROJECT OFFICE <box>1179 1723 1451 1745</box>
collection: Collection No.: X/SS/62/14 <box>1141 1804 1290 1818</box>
col-h: Period of Completion <box>598 2030 675 2083</box>
col-h: Bid Identification No. <box>622 1002 683 1021</box>
list-item: 1. The Project Administrator, ITDA, Kuchinda, Sambalpur on behalf of Government of Odisha invites Percentage Rate Bids in single cover system in ONLINE MODE for the construction of Civil works as detailed in the DTCN from the eligible class of contractors. <box>1141 1309 1482 1383</box>
cell: ୧୭.୦% <box>615 1566 749 1581</box>
table-row <box>386 1541 750 1566</box>
col-h: ଧାନର ମିଶ୍ରଣ ବା ଗୁଣ ସଂପର୍କ ବିବରଣୀ <box>423 1436 615 1461</box>
gray-bar <box>1000 2314 1060 2330</box>
